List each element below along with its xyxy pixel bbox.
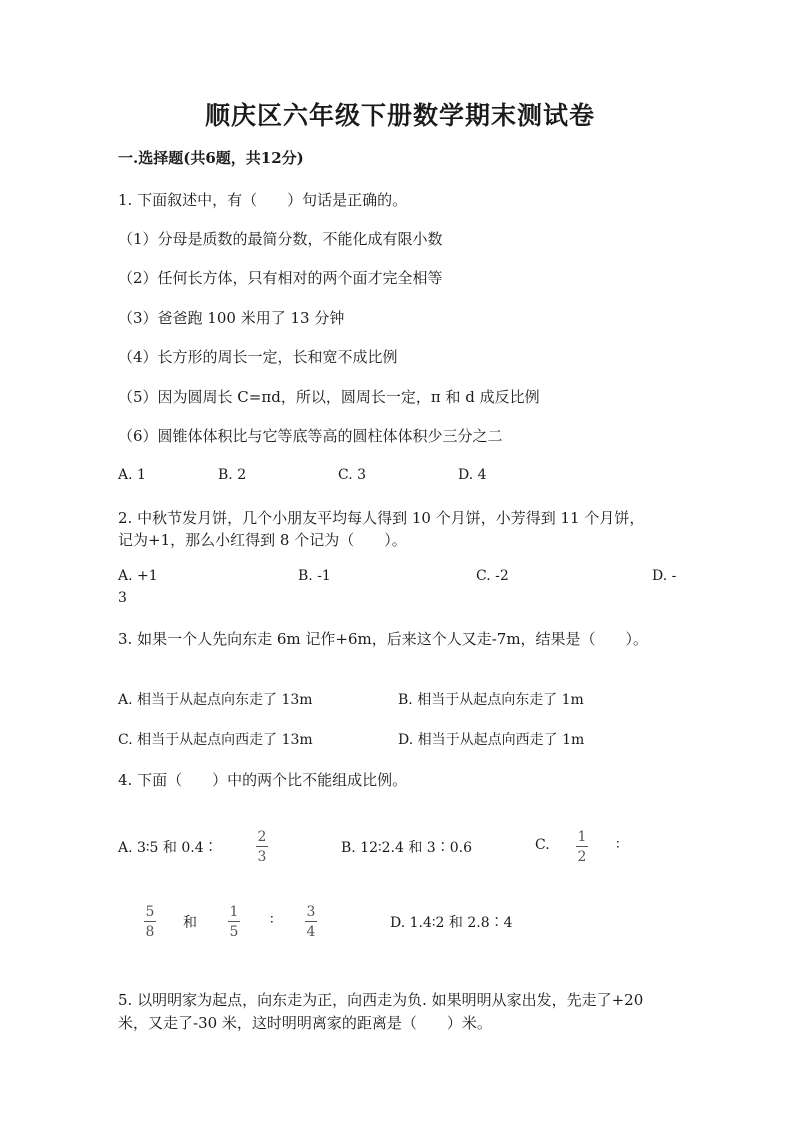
question-2-option-a: A. +1: [118, 568, 158, 584]
fraction-denominator: 2: [577, 849, 587, 865]
fraction-numerator: 5: [145, 904, 155, 920]
question-2-option-b: B. -1: [298, 568, 331, 584]
question-2-option-d-wrap: 3: [118, 590, 127, 606]
fraction-denominator: 8: [145, 924, 155, 940]
fraction-one-fifth: [228, 905, 240, 939]
question-3-option-d: D. 相当于从起点向西走了 1m: [398, 732, 585, 748]
question-5-stem-line1: 5. 以明明家为起点，向东走为正，向西走为负. 如果明明从家出发，先走了+20: [118, 991, 644, 1009]
question-1-option-d: D. 4: [458, 467, 487, 483]
fraction-numerator: 3: [306, 904, 316, 920]
fraction-five-eighths: [144, 905, 156, 939]
question-4-option-d: D. 1.4∶2 和 2.8∶4: [390, 915, 513, 931]
question-1-statement: （4）长方形的周长一定，长和宽不成比例: [118, 348, 398, 366]
question-2-stem-line2: 记为+1，那么小红得到 8 个记为（ ）。: [118, 531, 407, 549]
question-3-option-b: B. 相当于从起点向东走了 1m: [398, 692, 584, 708]
question-1-statement: （6）圆锥体体积比与它等底等高的圆柱体体积少三分之二: [118, 427, 503, 445]
fraction-denominator: 3: [257, 849, 267, 865]
question-1-option-a: A. 1: [118, 467, 146, 483]
page-title: 顺庆区六年级下册数学期末测试卷: [204, 101, 595, 130]
question-5-stem-line2: 米，又走了-30 米，这时明明离家的距离是（ ）米。: [118, 1014, 492, 1032]
question-4-option-b: B. 12∶2.4 和 3∶0.6: [341, 840, 472, 856]
fraction-numerator: 1: [229, 904, 239, 920]
and-word: 和: [183, 915, 197, 931]
question-4-stem: 4. 下面（ ）中的两个比不能组成比例。: [118, 771, 408, 789]
fraction-denominator: 5: [229, 924, 239, 940]
question-3-option-c: C. 相当于从起点向西走了 13m: [118, 732, 313, 748]
question-1-statement: （5）因为圆周长 C=πd，所以，圆周长一定，π 和 d 成反比例: [118, 388, 540, 406]
question-2-stem-line1: 2. 中秋节发月饼，几个小朋友平均每人得到 10 个月饼，小芳得到 11 个月饼，: [118, 509, 645, 527]
question-4-option-a: A. 3∶5 和 0.4∶: [118, 840, 218, 856]
fraction-three-quarters: [305, 905, 317, 939]
question-4-option-c: C.: [535, 837, 550, 853]
question-1-stem: 1. 下面叙述中，有（ ）句话是正确的。: [118, 191, 408, 209]
question-1-statement: （1）分母是质数的最简分数，不能化成有限小数: [118, 230, 443, 248]
fraction-numerator: 1: [577, 829, 587, 845]
fraction-numerator: 2: [257, 829, 267, 845]
question-2-option-d: D. -: [652, 568, 677, 584]
fraction-two-thirds: [256, 830, 268, 864]
fraction-denominator: 4: [306, 924, 316, 940]
ratio-colon: ∶: [270, 912, 274, 928]
question-1-statement: （3）爸爸跑 100 米用了 13 分钟: [118, 309, 345, 327]
question-3-stem: 3. 如果一个人先向东走 6m 记作+6m，后来这个人又走-7m，结果是（ ）。: [118, 630, 649, 648]
fraction-one-half: [576, 830, 588, 864]
question-1-option-b: B. 2: [218, 467, 247, 483]
question-3-option-a: A. 相当于从起点向东走了 13m: [118, 692, 313, 708]
question-1-statement: （2）任何长方体，只有相对的两个面才完全相等: [118, 269, 443, 287]
section-heading: 一.选择题(共6题，共12分): [118, 149, 304, 167]
question-2-option-c: C. -2: [476, 568, 509, 584]
ratio-colon: ∶: [616, 837, 620, 853]
question-1-option-c: C. 3: [338, 467, 367, 483]
